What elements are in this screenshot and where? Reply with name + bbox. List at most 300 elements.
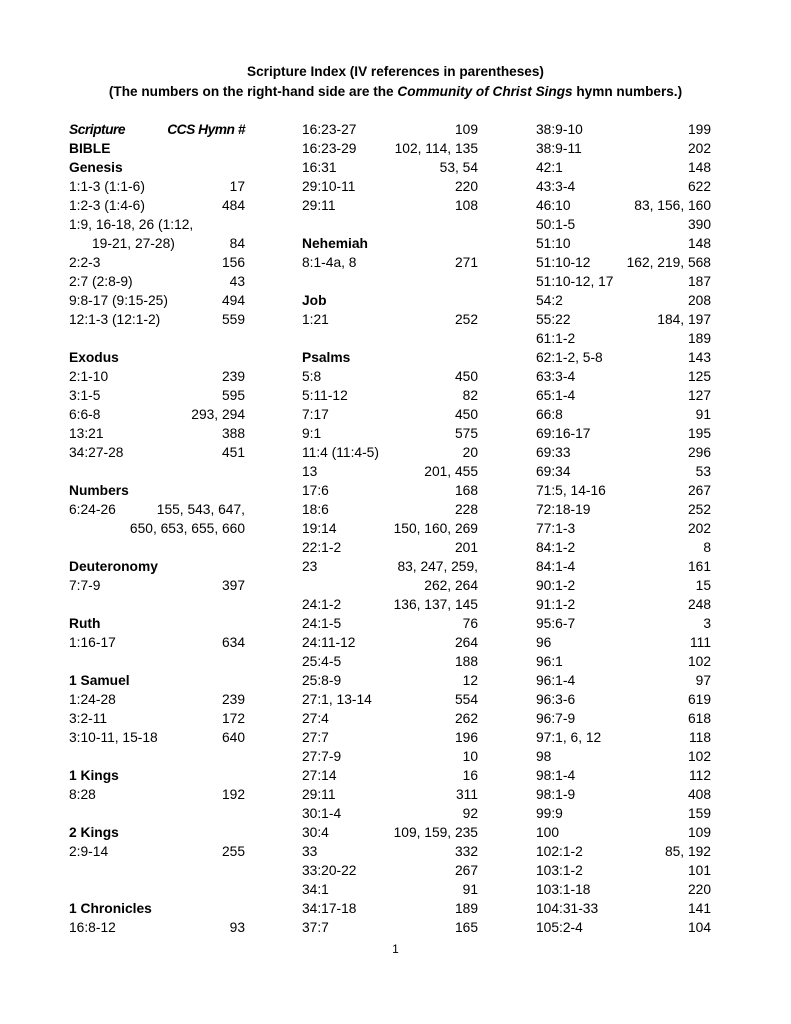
scripture-reference: 3:10-11, 15-18 bbox=[69, 730, 158, 745]
hymn-numbers: 172 bbox=[221, 711, 245, 726]
index-entry bbox=[69, 424, 245, 443]
scripture-reference: 98 bbox=[536, 749, 552, 764]
scripture-reference: 95:6-7 bbox=[536, 616, 576, 631]
title-line-2 bbox=[0, 82, 791, 102]
index-title bbox=[0, 62, 791, 102]
index-entry bbox=[69, 842, 245, 861]
hymn-numbers: 165 bbox=[454, 920, 478, 935]
index-entry bbox=[302, 557, 478, 576]
index-entry bbox=[302, 538, 478, 557]
index-entry bbox=[536, 652, 711, 671]
scripture-reference: 24:11-12 bbox=[302, 635, 356, 650]
scripture-reference: 34:27-28 bbox=[69, 445, 124, 460]
hymn-numbers: 101 bbox=[687, 863, 711, 878]
scripture-reference: 16:23-29 bbox=[302, 141, 357, 156]
index-entry bbox=[536, 405, 711, 424]
hymn-numbers: 196 bbox=[454, 730, 478, 745]
hymn-numbers: 12 bbox=[462, 673, 478, 688]
scripture-reference: 9:8-17 (9:15-25) bbox=[69, 293, 168, 308]
index-entry bbox=[536, 120, 711, 139]
section-heading bbox=[69, 899, 245, 918]
scripture-reference: 1:16-17 bbox=[69, 635, 116, 650]
section-heading bbox=[69, 348, 245, 367]
index-entry bbox=[302, 386, 478, 405]
scripture-reference: 17:6 bbox=[302, 483, 329, 498]
hymn-numbers: 108 bbox=[454, 198, 478, 213]
scripture-reference: Scripture bbox=[69, 122, 126, 137]
scripture-reference: 11:4 (11:4-5) bbox=[302, 445, 379, 460]
scripture-reference: 69:34 bbox=[536, 464, 571, 479]
scripture-reference: 34:1 bbox=[302, 882, 329, 897]
book-name: 2 Kings bbox=[69, 825, 119, 840]
hymn-numbers: 83, 156, 160 bbox=[634, 198, 711, 213]
index-entry bbox=[302, 861, 478, 880]
blank-line bbox=[302, 272, 478, 291]
index-entry bbox=[302, 576, 478, 595]
index-entry bbox=[536, 823, 711, 842]
scripture-reference: 38:9-11 bbox=[536, 141, 582, 156]
scripture-reference: 100 bbox=[536, 825, 560, 840]
section-heading bbox=[69, 671, 245, 690]
hymn-numbers: 161 bbox=[687, 559, 711, 574]
scripture-reference: 77:1-3 bbox=[536, 521, 576, 536]
index-entry bbox=[536, 196, 711, 215]
index-entry bbox=[302, 747, 478, 766]
index-entry bbox=[302, 766, 478, 785]
index-entry bbox=[536, 728, 711, 747]
scripture-reference: 1:21 bbox=[302, 312, 329, 327]
blank-line bbox=[69, 804, 245, 823]
index-entry bbox=[302, 652, 478, 671]
section-heading bbox=[302, 348, 478, 367]
scripture-reference: 25:4-5 bbox=[302, 654, 342, 669]
index-entry bbox=[302, 842, 478, 861]
hymn-numbers: 220 bbox=[454, 179, 478, 194]
index-entry bbox=[302, 139, 478, 158]
section-heading bbox=[69, 158, 245, 177]
hymn-numbers: 575 bbox=[454, 426, 478, 441]
scripture-reference: 61:1-2 bbox=[536, 331, 576, 346]
book-name: Nehemiah bbox=[302, 236, 368, 251]
hymn-numbers: 85, 192 bbox=[664, 844, 711, 859]
scripture-reference: 103:1-18 bbox=[536, 882, 591, 897]
index-entry bbox=[536, 386, 711, 405]
scripture-reference: 5:8 bbox=[302, 369, 322, 384]
hymn-numbers: 168 bbox=[454, 483, 478, 498]
hymn-numbers: 252 bbox=[454, 312, 478, 327]
scripture-reference: 1:24-28 bbox=[69, 692, 116, 707]
scripture-reference: 55:22 bbox=[536, 312, 571, 327]
hymn-numbers: 271 bbox=[454, 255, 478, 270]
hymn-numbers: 3 bbox=[703, 616, 711, 631]
index-entry bbox=[536, 291, 711, 310]
hymn-numbers: 228 bbox=[454, 502, 478, 517]
hymn-numbers: 252 bbox=[687, 502, 711, 517]
index-column-2 bbox=[302, 120, 478, 937]
title-line-2-start: (The numbers on the right-hand side are the bbox=[108, 84, 398, 99]
index-entry bbox=[536, 747, 711, 766]
index-entry bbox=[302, 253, 478, 272]
book-name: 1 Kings bbox=[69, 768, 119, 783]
scripture-reference: 33:20-22 bbox=[302, 863, 357, 878]
index-entry bbox=[536, 424, 711, 443]
hymn-numbers: 640 bbox=[221, 730, 245, 745]
scripture-reference: 46:10 bbox=[536, 198, 571, 213]
index-entry bbox=[536, 880, 711, 899]
blank-line bbox=[69, 861, 245, 880]
hymn-numbers: 136, 137, 145 bbox=[393, 597, 478, 612]
hymn-numbers: 109, 159, 235 bbox=[393, 825, 478, 840]
hymn-numbers: 184, 197 bbox=[657, 312, 711, 327]
book-name: 1 Samuel bbox=[69, 673, 130, 688]
index-entry bbox=[302, 443, 478, 462]
hymn-numbers: 82 bbox=[462, 388, 478, 403]
index-entry bbox=[302, 709, 478, 728]
hymn-numbers: 43 bbox=[229, 274, 245, 289]
hymn-numbers: 76 bbox=[462, 616, 478, 631]
hymn-numbers: 53 bbox=[695, 464, 711, 479]
index-entry bbox=[69, 367, 245, 386]
scripture-reference: 16:8-12 bbox=[69, 920, 116, 935]
index-entry bbox=[536, 766, 711, 785]
index-entry bbox=[69, 709, 245, 728]
hymn-numbers: 148 bbox=[687, 236, 711, 251]
scripture-reference: 96:3-6 bbox=[536, 692, 576, 707]
index-entry bbox=[302, 690, 478, 709]
scripture-reference: 3:2-11 bbox=[69, 711, 108, 726]
hymn-numbers: 296 bbox=[687, 445, 711, 460]
hymn-numbers: 8 bbox=[703, 540, 711, 555]
scripture-reference: 5:11-12 bbox=[302, 388, 348, 403]
index-entry bbox=[302, 519, 478, 538]
hymn-numbers: 192 bbox=[221, 787, 245, 802]
index-entry bbox=[302, 595, 478, 614]
scripture-reference: 29:11 bbox=[302, 787, 336, 802]
index-entry bbox=[536, 272, 711, 291]
index-entry bbox=[69, 576, 245, 595]
scripture-reference: 30:1-4 bbox=[302, 806, 342, 821]
hymn-numbers: 143 bbox=[687, 350, 711, 365]
index-entry bbox=[536, 538, 711, 557]
index-entry bbox=[69, 918, 245, 937]
index-entry bbox=[69, 500, 245, 519]
hymn-numbers: 53, 54 bbox=[439, 160, 478, 175]
section-heading bbox=[69, 557, 245, 576]
index-entry bbox=[302, 785, 478, 804]
index-entry bbox=[536, 443, 711, 462]
hymn-numbers: 267 bbox=[454, 863, 478, 878]
page-number: 1 bbox=[392, 942, 399, 956]
index-entry bbox=[302, 671, 478, 690]
index-entry bbox=[69, 177, 245, 196]
blank-line bbox=[69, 538, 245, 557]
hymn-numbers: 199 bbox=[687, 122, 711, 137]
hymn-numbers: 188 bbox=[454, 654, 478, 669]
hymn-numbers: 484 bbox=[221, 198, 245, 213]
scripture-reference: 24:1-5 bbox=[302, 616, 342, 631]
hymn-numbers: 162, 219, 568 bbox=[626, 255, 711, 270]
scripture-reference: 63:3-4 bbox=[536, 369, 576, 384]
hymn-numbers: 408 bbox=[687, 787, 711, 802]
hymn-numbers: 388 bbox=[221, 426, 245, 441]
scripture-reference: 43:3-4 bbox=[536, 179, 576, 194]
scripture-reference: 6:6-8 bbox=[69, 407, 101, 422]
hymn-numbers: 262 bbox=[454, 711, 478, 726]
index-entry bbox=[69, 310, 245, 329]
hymn-numbers: 93 bbox=[229, 920, 245, 935]
index-entry bbox=[69, 272, 245, 291]
index-entry bbox=[69, 196, 245, 215]
scripture-reference: 29:10-11 bbox=[302, 179, 356, 194]
blank-line bbox=[302, 329, 478, 348]
index-entry bbox=[536, 462, 711, 481]
scripture-reference: 84:1-4 bbox=[536, 559, 576, 574]
scripture-reference: 2:7 (2:8-9) bbox=[69, 274, 133, 289]
hymn-numbers: 141 bbox=[687, 901, 711, 916]
scripture-reference: 13 bbox=[302, 464, 318, 479]
hymn-numbers: 97 bbox=[695, 673, 711, 688]
hymn-numbers: 102 bbox=[687, 749, 711, 764]
hymn-numbers: 150, 160, 269 bbox=[393, 521, 478, 536]
index-entry bbox=[536, 139, 711, 158]
hymn-numbers: 450 bbox=[454, 369, 478, 384]
index-column-1 bbox=[69, 120, 245, 937]
index-entry bbox=[536, 576, 711, 595]
index-entry bbox=[69, 690, 245, 709]
hymn-numbers: 125 bbox=[687, 369, 711, 384]
scripture-reference: 18:6 bbox=[302, 502, 329, 517]
index-entry bbox=[536, 557, 711, 576]
index-entry bbox=[302, 614, 478, 633]
hymn-numbers: 595 bbox=[221, 388, 245, 403]
index-entry bbox=[302, 367, 478, 386]
scripture-reference: 96:1 bbox=[536, 654, 563, 669]
section-heading bbox=[69, 139, 245, 158]
hymn-numbers: 390 bbox=[687, 217, 711, 232]
section-heading bbox=[302, 234, 478, 253]
section-heading bbox=[302, 291, 478, 310]
index-entry bbox=[536, 234, 711, 253]
book-name: Psalms bbox=[302, 350, 351, 365]
index-entry bbox=[536, 804, 711, 823]
index-entry bbox=[302, 880, 478, 899]
hymn-numbers: 239 bbox=[221, 369, 245, 384]
blank-line bbox=[69, 462, 245, 481]
book-name: Deuteronomy bbox=[69, 559, 158, 574]
scripture-reference: 7:17 bbox=[302, 407, 329, 422]
index-entry bbox=[69, 785, 245, 804]
index-entry bbox=[536, 861, 711, 880]
book-name: Ruth bbox=[69, 616, 101, 631]
hymn-numbers: 91 bbox=[695, 407, 711, 422]
index-entry bbox=[536, 519, 711, 538]
scripture-reference: 27:4 bbox=[302, 711, 329, 726]
hymn-numbers: 220 bbox=[687, 882, 711, 897]
blank-line bbox=[302, 215, 478, 234]
hymn-numbers: 451 bbox=[221, 445, 245, 460]
hymn-numbers: CCS Hymn # bbox=[167, 122, 245, 137]
scripture-reference: 13:21 bbox=[69, 426, 104, 441]
scripture-reference: 8:28 bbox=[69, 787, 96, 802]
hymn-numbers: 559 bbox=[221, 312, 245, 327]
hymn-numbers: 239 bbox=[221, 692, 245, 707]
index-entry bbox=[536, 671, 711, 690]
index-entry bbox=[536, 481, 711, 500]
index-entry bbox=[536, 614, 711, 633]
hymn-numbers: 118 bbox=[689, 730, 711, 745]
scripture-reference: 104:31-33 bbox=[536, 901, 599, 916]
hymn-numbers: 127 bbox=[687, 388, 711, 403]
title-line-2-end: hymn numbers.) bbox=[572, 84, 683, 99]
index-entry bbox=[302, 918, 478, 937]
index-entry bbox=[302, 462, 478, 481]
index-entry bbox=[69, 633, 245, 652]
scripture-reference: 25:8-9 bbox=[302, 673, 342, 688]
index-entry bbox=[536, 595, 711, 614]
index-entry bbox=[536, 253, 711, 272]
scripture-reference: 16:31 bbox=[302, 160, 337, 175]
index-entry bbox=[302, 310, 478, 329]
hymn-numbers: 267 bbox=[687, 483, 711, 498]
scripture-reference: 34:17-18 bbox=[302, 901, 357, 916]
index-entry bbox=[69, 215, 245, 234]
scripture-reference: 2:1-10 bbox=[69, 369, 109, 384]
section-heading bbox=[69, 766, 245, 785]
hymn-numbers: 155, 543, 647, bbox=[156, 502, 245, 517]
index-entry bbox=[302, 405, 478, 424]
blank-line bbox=[69, 595, 245, 614]
scripture-reference: 19:14 bbox=[302, 521, 337, 536]
hymn-numbers: 293, 294 bbox=[191, 407, 245, 422]
hymn-numbers: 208 bbox=[687, 293, 711, 308]
hymn-numbers: 202 bbox=[687, 141, 711, 156]
hymn-numbers: 102, 114, 135 bbox=[394, 141, 478, 156]
book-title: Community of Christ Sings bbox=[397, 84, 573, 99]
hymn-numbers: 109 bbox=[687, 825, 711, 840]
hymn-numbers: 195 bbox=[687, 426, 711, 441]
book-name: Genesis bbox=[69, 160, 123, 175]
scripture-reference: 38:9-10 bbox=[536, 122, 583, 137]
hymn-numbers: 622 bbox=[687, 179, 711, 194]
book-name: 1 Chronicles bbox=[69, 901, 152, 916]
section-heading bbox=[69, 481, 245, 500]
index-entry bbox=[69, 386, 245, 405]
scripture-reference: 29:11 bbox=[302, 198, 336, 213]
hymn-numbers: 554 bbox=[454, 692, 478, 707]
hymn-numbers: 17 bbox=[229, 179, 245, 194]
scripture-reference: 90:1-2 bbox=[536, 578, 576, 593]
hymn-numbers: 619 bbox=[687, 692, 711, 707]
scripture-reference: 27:7-9 bbox=[302, 749, 342, 764]
blank-line bbox=[69, 880, 245, 899]
book-name: Numbers bbox=[69, 483, 129, 498]
scripture-reference: 69:33 bbox=[536, 445, 571, 460]
scripture-reference: 8:1-4a, 8 bbox=[302, 255, 357, 270]
hymn-numbers: 91 bbox=[462, 882, 478, 897]
section-heading bbox=[69, 823, 245, 842]
scripture-reference: 66:8 bbox=[536, 407, 563, 422]
hymn-numbers: 311 bbox=[456, 787, 478, 802]
scripture-reference: 16:23-27 bbox=[302, 122, 357, 137]
index-entry bbox=[302, 804, 478, 823]
scripture-reference: 30:4 bbox=[302, 825, 329, 840]
hymn-numbers: 201, 455 bbox=[424, 464, 478, 479]
index-entry bbox=[536, 310, 711, 329]
scripture-reference: 42:1 bbox=[536, 160, 563, 175]
hymn-numbers: 650, 653, 655, 660 bbox=[129, 521, 245, 536]
hymn-numbers: 84 bbox=[229, 236, 245, 251]
hymn-numbers: 189 bbox=[454, 901, 478, 916]
scripture-reference: 96 bbox=[536, 635, 552, 650]
scripture-reference: 3:1-5 bbox=[69, 388, 101, 403]
scripture-reference: 24:1-2 bbox=[302, 597, 342, 612]
index-entry bbox=[302, 823, 478, 842]
scripture-reference: 103:1-2 bbox=[536, 863, 583, 878]
index-entry bbox=[536, 690, 711, 709]
scripture-reference: 23 bbox=[302, 559, 318, 574]
hymn-numbers: 264 bbox=[454, 635, 478, 650]
scripture-reference: 27:1, 13-14 bbox=[302, 692, 372, 707]
scripture-reference: 65:1-4 bbox=[536, 388, 576, 403]
scripture-reference: 51:10 bbox=[536, 236, 571, 251]
scripture-reference: 27:14 bbox=[302, 768, 337, 783]
scripture-reference: 51:10-12, 17 bbox=[536, 274, 614, 289]
index-entry bbox=[69, 234, 245, 253]
index-entry bbox=[302, 196, 478, 215]
blank-line bbox=[69, 652, 245, 671]
index-entry bbox=[69, 291, 245, 310]
scripture-reference: 1:2-3 (1:4-6) bbox=[69, 198, 145, 213]
index-entry bbox=[536, 329, 711, 348]
scripture-reference: 84:1-2 bbox=[536, 540, 576, 555]
scripture-reference: 96:7-9 bbox=[536, 711, 576, 726]
hymn-numbers: 262, 264 bbox=[424, 578, 478, 593]
scripture-reference: 98:1-9 bbox=[536, 787, 576, 802]
hymn-numbers: 148 bbox=[687, 160, 711, 175]
hymn-numbers: 10 bbox=[462, 749, 478, 764]
scripture-reference: 54:2 bbox=[536, 293, 563, 308]
index-entry bbox=[536, 367, 711, 386]
hymn-numbers: 494 bbox=[221, 293, 245, 308]
scripture-reference: 96:1-4 bbox=[536, 673, 576, 688]
hymn-numbers: 83, 247, 259, bbox=[397, 559, 478, 574]
column-header bbox=[69, 120, 245, 139]
hymn-numbers: 102 bbox=[687, 654, 711, 669]
hymn-numbers: 156 bbox=[221, 255, 245, 270]
blank-line bbox=[69, 329, 245, 348]
scripture-reference: 97:1, 6, 12 bbox=[536, 730, 602, 745]
hymn-numbers: 634 bbox=[221, 635, 245, 650]
index-entry bbox=[536, 633, 711, 652]
title-line-1: Scripture Index (IV references in parentheses) bbox=[247, 64, 544, 79]
index-entry bbox=[302, 728, 478, 747]
hymn-numbers: 111 bbox=[690, 635, 711, 650]
hymn-numbers: 112 bbox=[689, 768, 711, 783]
scripture-reference: 37:7 bbox=[302, 920, 329, 935]
index-entry bbox=[302, 500, 478, 519]
index-entry bbox=[302, 899, 478, 918]
scripture-reference: 69:16-17 bbox=[536, 426, 591, 441]
index-entry bbox=[536, 348, 711, 367]
hymn-numbers: 450 bbox=[454, 407, 478, 422]
scripture-reference: 62:1-2, 5-8 bbox=[536, 350, 603, 365]
hymn-numbers: 15 bbox=[695, 578, 711, 593]
scripture-reference: 7:7-9 bbox=[69, 578, 101, 593]
index-entry bbox=[69, 519, 245, 538]
scripture-reference: 19-21, 27-28) bbox=[92, 236, 175, 251]
hymn-numbers: 189 bbox=[687, 331, 711, 346]
hymn-numbers: 248 bbox=[687, 597, 711, 612]
